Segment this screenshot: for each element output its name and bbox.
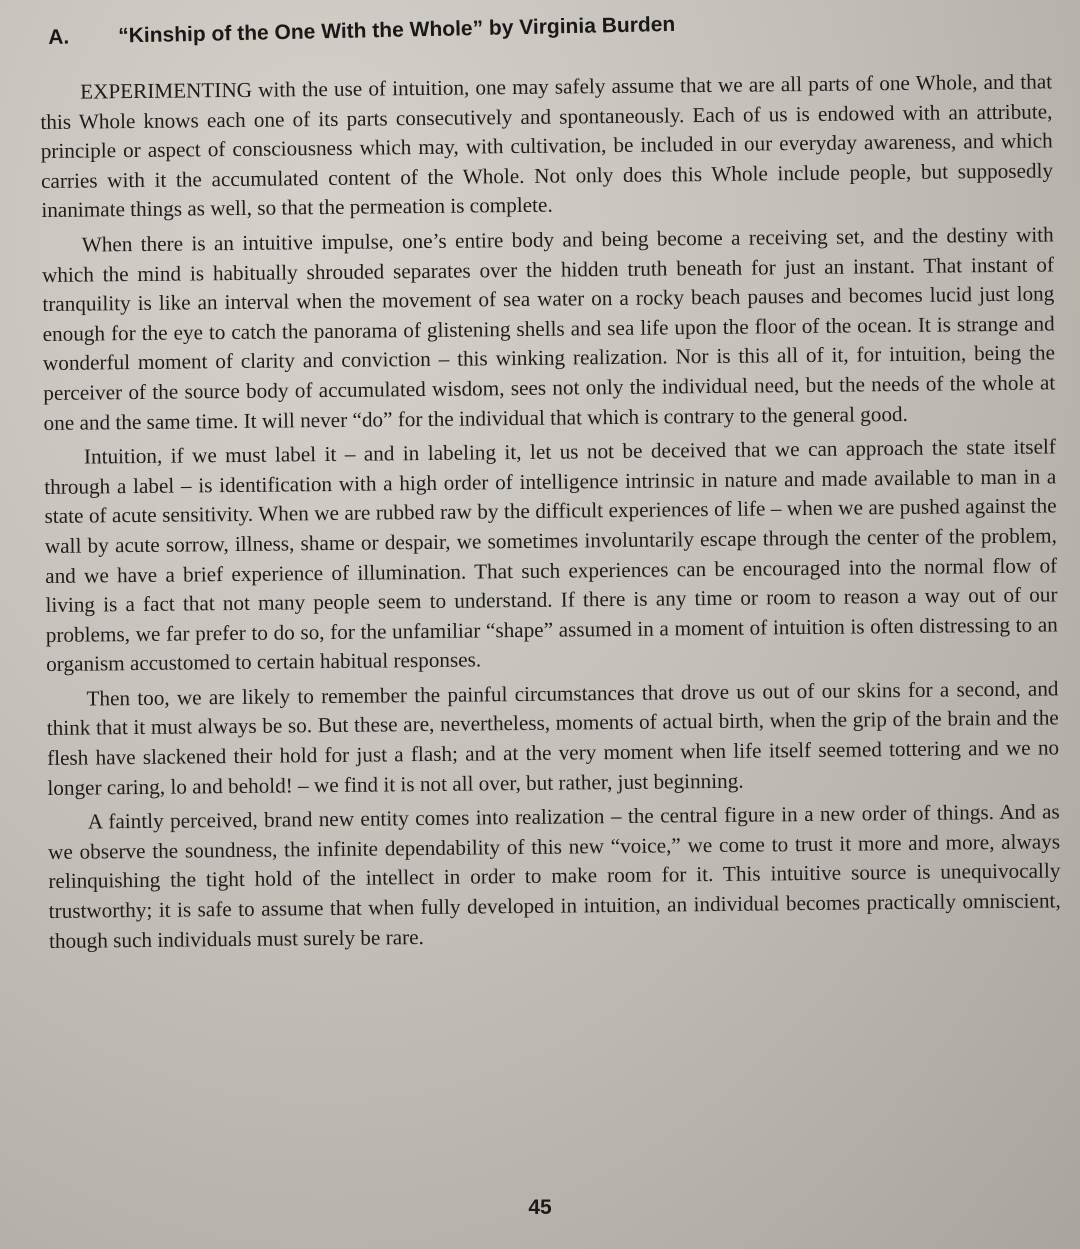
section-heading (48, 5, 1048, 50)
paragraph-1: EXPERIMENTING with the use of intuition, one may safely assume that we are all parts of one Whole, and that this Whole knows each one of its parts consecutively and spontaneously. Each of us is endowed with an attribute, principle or aspect of consciousness which may, with cultivation, be included in our everyday awareness, and which carries with it the accumulated content of the Whole. Not only does this Whole include people, but supposedly inanimate things as well, so that the permeation is complete. (40, 69, 1054, 223)
paragraph-5: A faintly perceived, brand new entity comes into realization – the central figure in a new order of things. And as we observe the soundness, the infinite dependability of this new “voice,” we come to trust it more and more, always relinquishing the tight hold of the intellect in order to make room for it. This intuitive source is unequivocally trustworthy; it is safe to assume that when fully developed in intuition, an individual becomes practically omniscient, though such individuals must surely be rare. (47, 799, 1061, 953)
section-title: “Kinship of the One With the Whole” by Virginia Burden (117, 12, 676, 48)
page-number: 45 (528, 1196, 552, 1219)
paragraph-4: Then too, we are likely to remember the painful circumstances that drove us out of our skins for a second, and think that it must always be so. But these are, nevertheless, moments of actual birth, when the grip of the brain and the flesh have slackened their hold for just a flash; and at the very moment when life itself seemed tottering and we no longer caring, lo and behold! – we find it is not all over, but rather, just beginning. (46, 676, 1060, 800)
paragraph-3: Intuition, if we must label it – and in labeling it, let us not be deceived that we can approach the state itself through a label – is identification with a high order of intelligence intrinsic in nature and made available to man in a state of acute sensitivity. When we are rubbed raw by the difficult experiences of life – when we are pushed against the wall by acute sorrow, illness, shame or despair, we sometimes involuntarily escape through the center of the problem, and we have a brief experience of illumination. That such experiences can be encouraged into the normal flow of living is a fact that not many people seem to understand. If there is any time or room to reason a way out of our problems, we far prefer to do so, for the unfamiliar “shape” assumed in a moment of intuition is often distressing to an organism accustomed to certain habitual responses. (44, 434, 1058, 677)
section-letter: A. (48, 25, 70, 49)
paragraph-2: When there is an intuitive impulse, one’s entire body and being become a receiving set, and the destiny with which the mind is habitually shrouded separates over the hidden truth beneath for just an instant. That instant of tranquility is like an interval when the movement of sea water on a rocky beach pauses and becomes lucid just long enough for the eye to catch the panorama of glistening shells and sea life upon the floor of the ocean. It is strange and wonderful moment of clarity and conviction – this winking realization. Nor is this all of it, for intuition, being the perceiver of the source body of accumulated wisdom, sees not only the individual need, but the needs of the whole at one and the same time. It will never “do” for the individual that which is contrary to the general good. (41, 222, 1056, 435)
article-body (40, 67, 1061, 961)
